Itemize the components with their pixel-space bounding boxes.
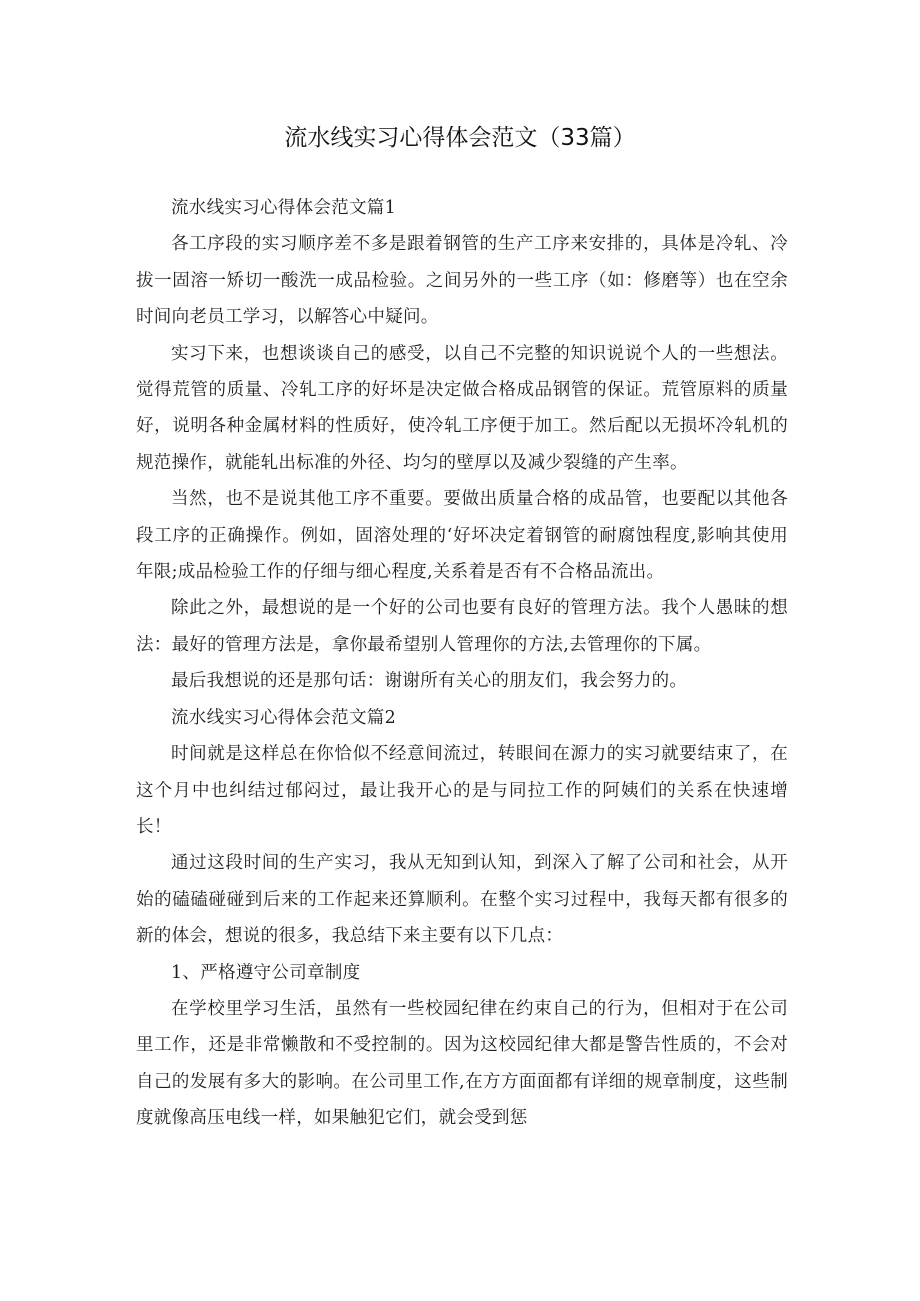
section-heading-1: 流水线实习心得体会范文篇1 bbox=[171, 198, 397, 218]
paragraph: 实习下来，也想谈谈自己的感受，以自己不完整的知识说说个人的一些想法。觉得荒管的质量、冷轧工序的好坏是决定做合格成品钢管的保证。荒管原料的质量好，说明各种金属材料的性质好，使冷轧工序便于加工。然后配以无损坏冷轧机的规范操作，就能轧出标准的外径、均匀的壁厚以及减少裂缝的产生率。 bbox=[136, 343, 788, 473]
paragraph: 各工序段的实习顺序差不多是跟着钢管的生产工序来安排的，具体是冷轧、冷拔一固溶一矫切一酸洗一成品检验。之间另外的一些工序（如：修磨等）也在空余时间向老员工学习，以解答心中疑问。 bbox=[136, 234, 788, 328]
document-title: 流水线实习心得体会范文（33篇） bbox=[284, 125, 636, 151]
paragraph: 在学校里学习生活，虽然有一些校园纪律在约束自己的行为，但相对于在公司里工作，还是非常懒散和不受控制的。因为这校园纪律大都是警告性质的，不会对自己的发展有多大的影响。在公司里工作,在方方面面都有详细的规章制度，这些制度就像高压电线一样，如果触犯它们，就会受到惩 bbox=[136, 998, 788, 1129]
paragraph: 除此之外，最想说的是一个好的公司也要有良好的管理方法。我个人愚昧的想法：最好的管理方法是，拿你最希望别人管理你的方法,去管理你的下属。 bbox=[136, 598, 788, 655]
list-heading: 1、严格遵守公司章制度 bbox=[171, 962, 361, 983]
section-heading-2: 流水线实习心得体会范文篇2 bbox=[171, 707, 397, 728]
document-body bbox=[136, 190, 788, 1137]
paragraph: 当然，也不是说其他工序不重要。要做出质量合格的成品管，也要配以其他各段工序的正确操作。例如，固溶处理的‘好坏决定着钢管的耐腐蚀程度,影响其使用年限;成品检验工作的仔细与细心程度,关系着是否有不合格品流出。 bbox=[136, 489, 788, 583]
paragraph: 时间就是这样总在你恰似不经意间流过，转眼间在源力的实习就要结束了，在这个月中也纠结过郁闷过，最让我开心的是与同拉工作的阿姨们的关系在快速增长！ bbox=[136, 744, 788, 837]
paragraph: 最后我想说的还是那句话：谢谢所有关心的朋友们，我会努力的。 bbox=[171, 671, 688, 692]
paragraph: 通过这段时间的生产实习，我从无知到认知，到深入了解了公司和社会，从开始的磕磕碰碰到后来的工作起来还算顺利。在整个实习过程中，我每天都有很多的新的体会，想说的很多，我总结下来主要有以下几点： bbox=[136, 853, 788, 947]
